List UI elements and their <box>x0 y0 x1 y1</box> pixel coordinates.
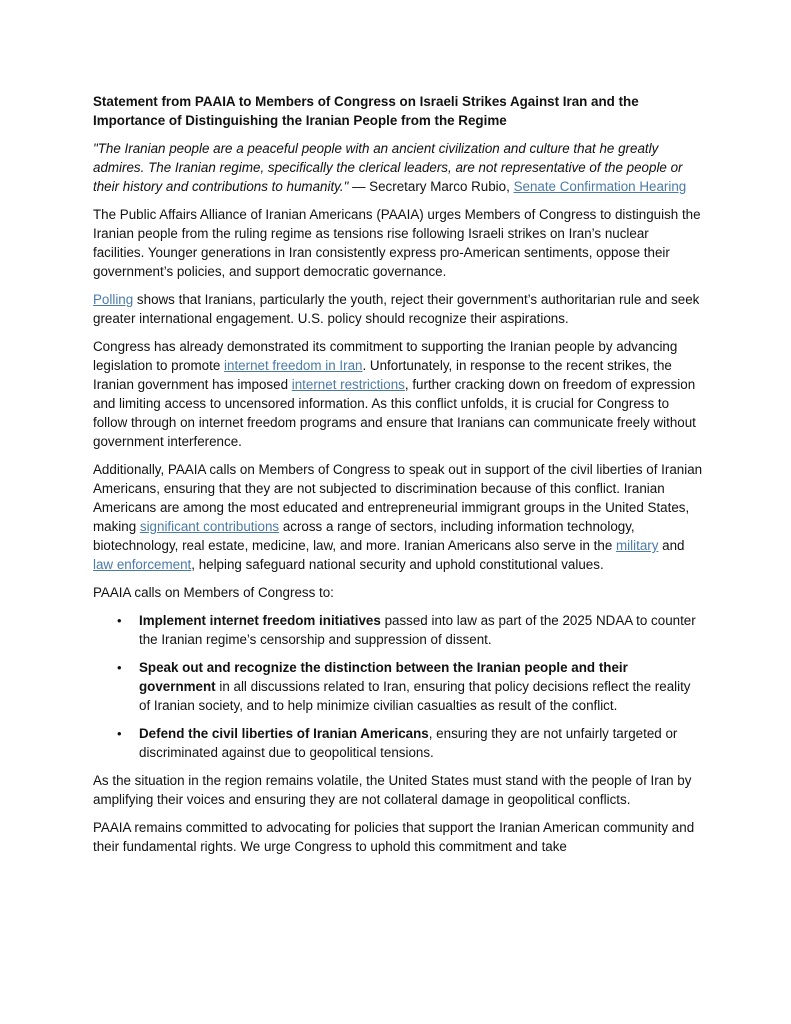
paragraph-text: , helping safeguard national security and uphold constitutional values. <box>191 557 604 572</box>
list-item-bold: Defend the civil liberties of Iranian Americans <box>139 726 429 741</box>
paragraph-civil-liberties <box>93 460 703 574</box>
paragraph-polling-text: shows that Iranians, particularly the youth, reject their government’s authoritarian rule and seek greater international engagement. U.S. policy should recognize their aspirations. <box>93 292 700 326</box>
military-link[interactable]: military <box>616 538 659 553</box>
document-title: Statement from PAAIA to Members of Congress on Israeli Strikes Against Iran and the Importance of Distinguishing the Iranian People from the Regime <box>93 94 639 128</box>
paragraph-internet-freedom <box>93 337 703 451</box>
paragraph-text: Congress has already demonstrated its commitment to supporting the Iranian people by advancing legislation to promote <box>93 339 678 373</box>
document-page <box>93 92 703 865</box>
rubio-quote <box>93 139 703 196</box>
paragraph-committed: PAAIA remains committed to advocating for policies that support the Iranian American community and their fundamental rights. We urge Congress to uphold this commitment and take <box>93 820 695 854</box>
list-item <box>117 724 703 762</box>
list-item-text: , ensuring they are not unfairly targeted or discriminated against due to geopolitical tensions. <box>139 726 678 760</box>
law-enforcement-link[interactable]: law enforcement <box>93 557 192 572</box>
internet-freedom-link[interactable]: internet freedom in Iran <box>224 358 363 373</box>
recommendations-list <box>93 611 703 762</box>
list-item <box>117 658 703 715</box>
paragraph-polling <box>93 290 703 328</box>
polling-link[interactable]: Polling <box>93 292 134 307</box>
list-item-text: passed into law as part of the 2025 NDAA to counter the Iranian regime’s censorship and suppression of dissent. <box>139 613 696 647</box>
list-item <box>117 611 703 649</box>
bullet-icon: • <box>117 660 122 675</box>
paragraph-text: Additionally, PAAIA calls on Members of Congress to speak out in support of the civil liberties of Iranian Americans, ensuring that they are not subjected to discrimination because of this conflict. Iranian Americans are among the most educated and entrepreneurial immigrant groups in the United States, making <box>93 462 703 534</box>
paragraph-calls-on: PAAIA calls on Members of Congress to: <box>93 585 334 600</box>
list-item-bold: Implement internet freedom initiatives <box>139 613 381 628</box>
paragraph-paaia-urges: The Public Affairs Alliance of Iranian Americans (PAAIA) urges Members of Congress to distinguish the Iranian people from the ruling regime as tensions rise following Israeli strikes on Iran’s nuclear facilities. Younger generations in Iran consistently express pro-American sentiments, oppose their government’s policies, and support democratic governance. <box>93 207 701 279</box>
senate-hearing-link[interactable]: Senate Confirmation Hearing <box>513 179 687 194</box>
quote-attribution: — Secretary Marco Rubio, <box>348 179 514 194</box>
paragraph-text: . Unfortunately, in response to the recent strikes, the Iranian government has imposed <box>93 358 672 392</box>
paragraph-situation: As the situation in the region remains volatile, the United States must stand with the people of Iran by amplifying their voices and ensuring they are not collateral damage in geopolitical conflicts. <box>93 773 692 807</box>
paragraph-text: and <box>658 538 685 553</box>
paragraph-text: , further cracking down on freedom of expression and limiting access to uncensored information. As this conflict unfolds, it is crucial for Congress to follow through on internet freedom programs and ensure that Iranians can communicate freely without government interference. <box>93 377 696 449</box>
internet-restrictions-link[interactable]: internet restrictions <box>291 377 405 392</box>
list-item-bold: Speak out and recognize the distinction between the Iranian people and their government <box>139 660 628 694</box>
paragraph-text: across a range of sectors, including information technology, biotechnology, real estate, medicine, law, and more. Iranian Americans also serve in the <box>93 519 635 553</box>
bullet-icon: • <box>117 726 122 741</box>
significant-contributions-link[interactable]: significant contributions <box>139 519 280 534</box>
list-item-text: in all discussions related to Iran, ensuring that policy decisions reflect the reality of Iranian society, and to help minimize civilian casualties as result of the conflict. <box>139 679 691 713</box>
bullet-icon: • <box>117 613 122 628</box>
quote-text: "The Iranian people are a peaceful people with an ancient civilization and culture that he greatly admires. The Iranian regime, specifically the clerical leaders, are not representative of the people or their history and contributions to humanity." <box>93 141 683 194</box>
